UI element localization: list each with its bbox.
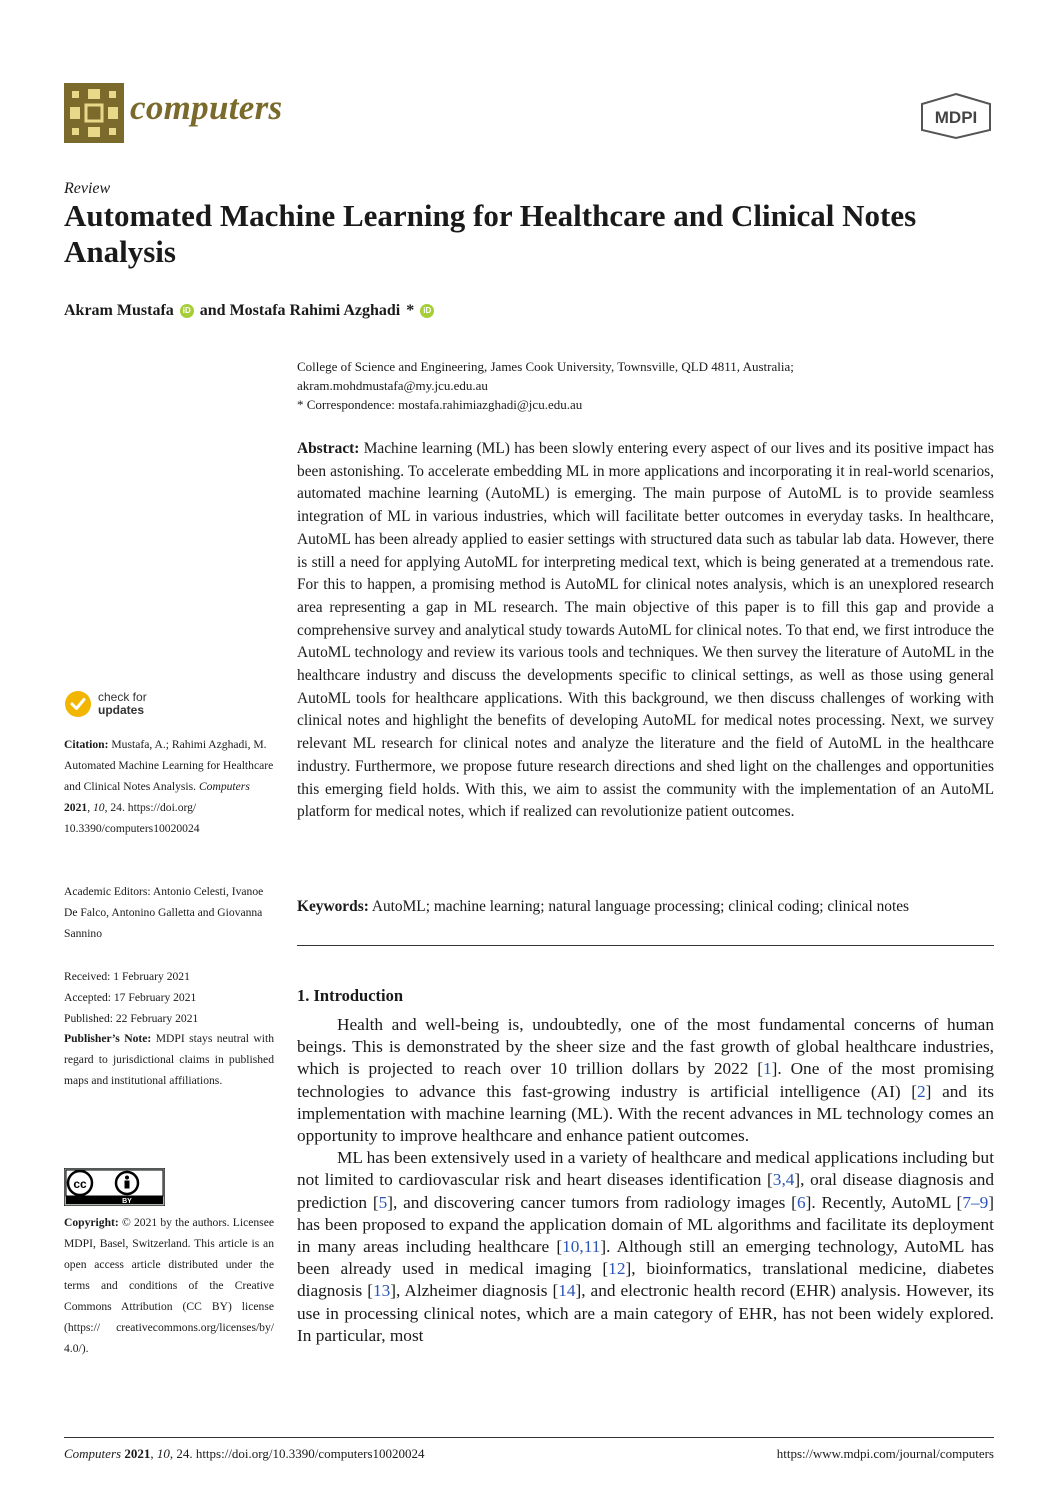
citation-link[interactable]: 10,11	[562, 1237, 601, 1257]
introduction-body	[297, 1014, 994, 1347]
published-date: Published: 22 February 2021	[64, 1012, 199, 1025]
journal-logo-icon	[64, 83, 124, 143]
orcid-icon[interactable]: iD	[180, 304, 194, 318]
orcid-icon[interactable]: iD	[420, 304, 434, 318]
footer-citation: Computers 2021, 10, 24. https://doi.org/10.3390/computers10020024	[64, 1446, 425, 1461]
author-name[interactable]: Akram Mustafa	[64, 302, 174, 319]
citation-link[interactable]: 7–9	[962, 1192, 989, 1212]
abstract-text: Machine learning (ML) has been slowly entering every aspect of our lives and its positive impact has been astonishing. To accelerate embedding ML in more applications and incorporating it in real-world scenarios, automated machine learning (AutoML) is emerging. The main purpose of AutoML is to provide seamless integration of ML in various industries, which will facilitate better outcomes in everyday tasks. In healthcare, AutoML has been already applied to easier settings with structured data such as tabular lab data. However, there is still a need for applying AutoML for interpreting medical text, which is being generated at a tremendous rate. For this to happen, a promising method is AutoML for clinical notes analysis, which is an unexplored research area representing a gap in ML research. The main objective of this paper is to fill this gap and provide a comprehensive survey and analytical study towards AutoML for clinical notes. To that end, we first introduce the AutoML technology and review its various tools and techniques. We then survey the literature of AutoML in the healthcare industry and discuss the developments specific to clinical settings, as well as those using general AutoML tools for healthcare applications. With this background, we then discuss challenges of working with clinical notes and highlight the benefits of developing AutoML for medical notes processing. Next, we survey relevant ML research for clinical notes and analyze the literature and the field of AutoML in the healthcare industry. Furthermore, we propose future research directions and shed light on the challenges and opportunities this emerging field holds. With this, we aim to assist the community with the implementation of an AutoML platform for medical notes, which if realized can revolutionize patient outcomes.	[297, 440, 994, 821]
section-heading: 1. Introduction	[297, 986, 404, 1005]
copyright-notice: Copyright: © 2021 by the authors. Licensee MDPI, Basel, Switzerland. This article is an open access article distributed under the terms and conditions of the Creative Commons Attribution (CC BY) license (https:// creativecommons.org/licenses/by/ 4.0/).	[64, 1216, 274, 1355]
affiliation-line: College of Science and Engineering, James Cook University, Townsville, QLD 4811, Australia;	[297, 359, 794, 374]
mdpi-logo-icon[interactable]	[918, 92, 994, 140]
citation-link[interactable]: 12	[608, 1259, 626, 1279]
keywords-label: Keywords:	[297, 898, 369, 915]
svg-text:BY: BY	[122, 1198, 132, 1205]
check-updates-line2: updates	[98, 703, 145, 717]
doi-link[interactable]: , 24. https://doi.org/ 10.3390/computers10020024	[64, 801, 200, 835]
citation-link[interactable]: 2	[917, 1081, 926, 1101]
author-list	[64, 302, 434, 320]
svg-text:cc: cc	[73, 1177, 87, 1191]
check-updates-icon	[64, 690, 92, 718]
author-email[interactable]: akram.mohdmustafa@my.jcu.edu.au	[297, 378, 488, 393]
paper-title: Automated Machine Learning for Healthcare and Clinical Notes Analysis	[64, 198, 917, 269]
accepted-date: Accepted: 17 February 2021	[64, 991, 197, 1004]
citation-link[interactable]: 3,4	[772, 1170, 795, 1190]
author-name[interactable]: and Mostafa Rahimi Azghadi	[199, 302, 401, 319]
footer-divider	[64, 1437, 994, 1438]
keywords	[297, 898, 994, 916]
citation-link[interactable]: 14	[558, 1281, 576, 1301]
citation-link[interactable]: 6	[796, 1192, 806, 1212]
article-type: Review	[64, 180, 111, 197]
affiliation-block	[297, 357, 997, 414]
abstract	[297, 438, 994, 824]
citation-link[interactable]: 1	[763, 1059, 772, 1079]
divider	[297, 945, 994, 946]
correspondence-line[interactable]: * Correspondence: mostafa.rahimiazghadi@jcu.edu.au	[297, 397, 583, 412]
keywords-text: AutoML; machine learning; natural language processing; clinical coding; clinical notes	[371, 898, 910, 915]
corresponding-marker: *	[406, 302, 415, 319]
footer-doi-link[interactable]: , 24. https://doi.org/10.3390/computers10020024	[169, 1446, 425, 1461]
received-date: Received: 1 February 2021	[64, 970, 190, 983]
citation-block: Citation: Mustafa, A.; Rahimi Azghadi, M. Automated Machine Learning for Healthcare and Clinical Notes Analysis. Computers 2021, 10, 24. https://doi.org/ 10.3390/computers10020024	[64, 738, 274, 835]
citation-link[interactable]: 5	[378, 1192, 388, 1212]
publisher-note: Publisher’s Note: MDPI stays neutral with regard to jurisdictional claims in published maps and institutional affiliations.	[64, 1032, 274, 1087]
cc-by-license-icon[interactable]	[64, 1168, 165, 1206]
check-updates-line1: check for	[98, 690, 147, 704]
check-for-updates-button[interactable]	[64, 690, 147, 718]
paragraph: Health and well-being is, undoubtedly, one of the most fundamental concerns of human beings. This is demonstrated by the sheer size and the fast growth of global healthcare industries, which is projected to reach over 10 trillion dollars by 2022 [1]. One of the most promising technologies to advance this fast-growing industry is artificial intelligence (AI) [2] and its implementation with machine learning (ML). With the recent advances in ML technology comes an opportunity to improve healthcare and enhance patient outcomes.	[297, 1015, 994, 1146]
paragraph: ML has been extensively used in a variety of healthcare and medical applications including but not limited to cardiovascular risk and heart diseases identification [3,4], oral disease diagnosis and prediction [5], and discovering cancer tumors from radiology images [6]. Recently, AutoML [7–9] has been proposed to expand the application domain of ML algorithms and facilitate its deployment in many areas including healthcare [10,11]. Although still an emerging technology, AutoML has been already used in medical imaging [12], bioinformatics, translational medicine, diabetes diagnosis [13], Alzheimer diagnosis [14], and electronic health record (EHR) analysis. However, its use in processing clinical notes, which are a main category of EHR, has not been widely explored. In particular, most	[297, 1148, 995, 1345]
mdpi-logo-text: MDPI	[934, 108, 978, 127]
publication-dates	[64, 966, 274, 1029]
journal-name: computers	[130, 88, 283, 127]
citation-link[interactable]: 13	[373, 1281, 391, 1301]
academic-editors: Academic Editors: Antonio Celesti, Ivanoe De Falco, Antonino Galletta and Giovanna Sannino	[64, 885, 264, 940]
journal-url-link[interactable]: https://www.mdpi.com/journal/computers	[776, 1446, 994, 1461]
abstract-label: Abstract:	[297, 440, 360, 457]
